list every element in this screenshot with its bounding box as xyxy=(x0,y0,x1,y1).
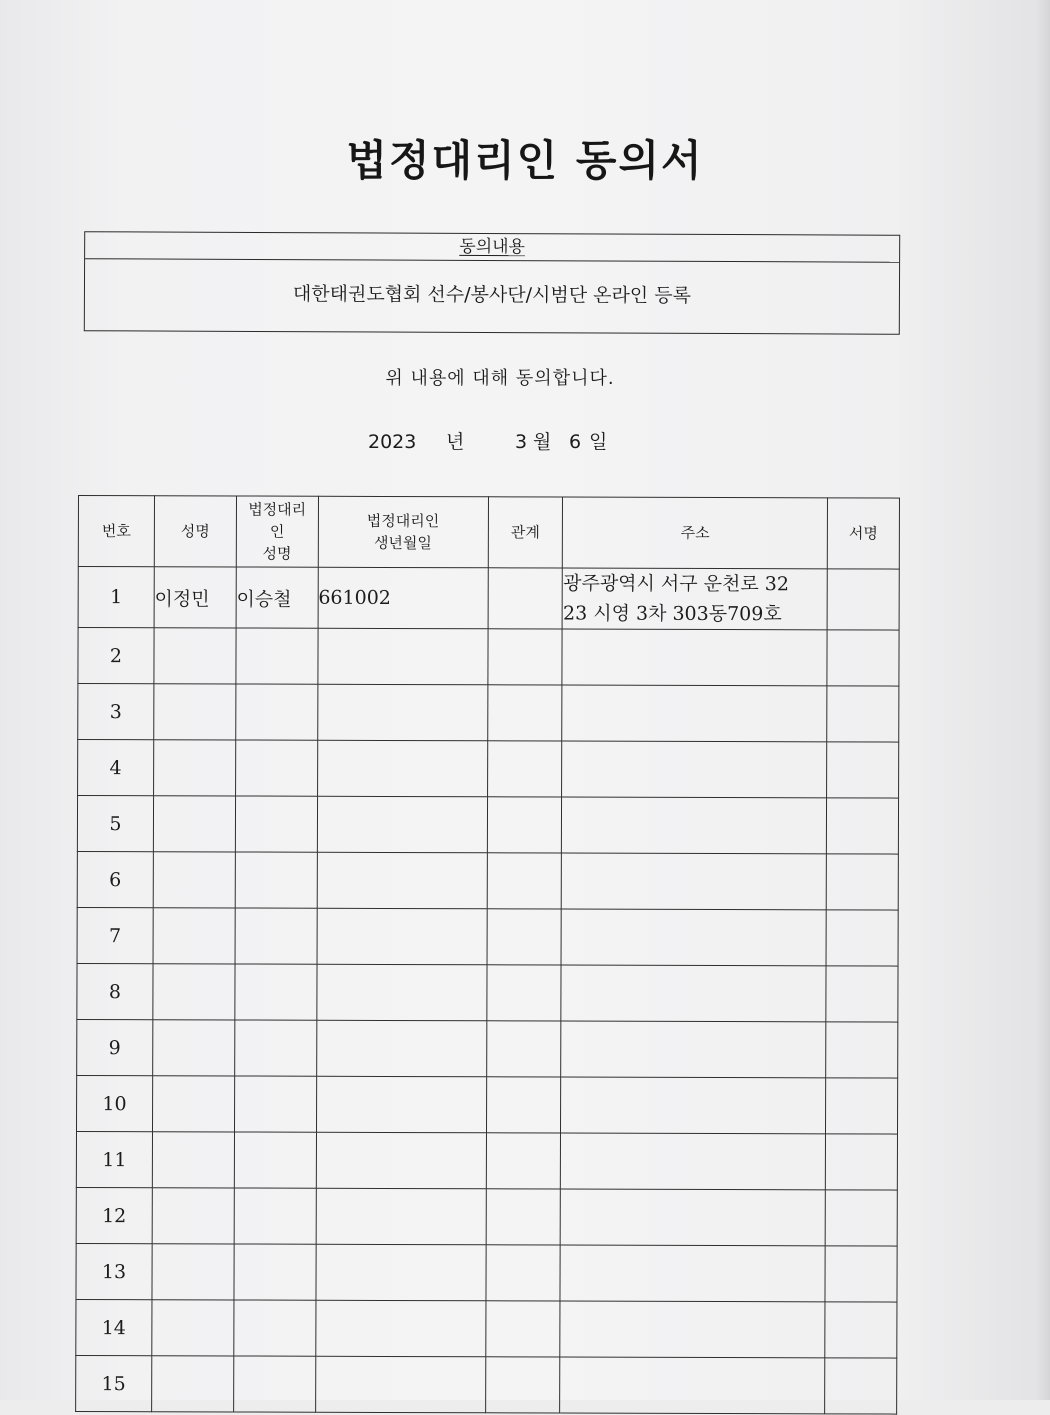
table-row xyxy=(77,1019,898,1078)
row-guardian-name xyxy=(235,964,317,1020)
row-signature xyxy=(826,966,898,1022)
row-address xyxy=(560,1357,825,1414)
row-guardian-name: 이승철 xyxy=(236,567,318,628)
row-guardian-birth xyxy=(318,628,488,685)
row-address xyxy=(562,685,827,742)
row-guardian-birth xyxy=(316,1132,486,1189)
table-row xyxy=(76,1187,897,1246)
row-relation xyxy=(486,1021,561,1077)
row-guardian-birth xyxy=(316,1244,486,1301)
row-guardian-birth xyxy=(317,684,487,741)
row-relation xyxy=(487,685,562,741)
header-no: 번호 xyxy=(78,496,154,567)
row-number: 4 xyxy=(78,740,154,796)
header-relation: 관계 xyxy=(488,497,563,568)
row-name xyxy=(152,1244,234,1300)
row-name xyxy=(152,1356,234,1412)
row-relation xyxy=(486,965,561,1021)
date-year-unit: 년 xyxy=(446,431,465,453)
row-address xyxy=(561,1133,826,1190)
table-row xyxy=(78,684,899,743)
row-address xyxy=(562,568,827,630)
table-header-row xyxy=(78,496,899,570)
row-signature xyxy=(827,569,899,630)
header-guardian-birth xyxy=(318,496,488,568)
table-row xyxy=(77,907,898,966)
row-name xyxy=(154,628,236,684)
table-row xyxy=(78,567,899,631)
row-number: 6 xyxy=(77,851,153,907)
row-guardian-name xyxy=(236,628,318,684)
table-row xyxy=(78,628,899,687)
header-name: 성명 xyxy=(154,496,236,567)
row-relation xyxy=(487,797,562,853)
row-signature xyxy=(827,686,899,742)
consent-header xyxy=(85,232,899,263)
header-guardian-name-line2: 인 xyxy=(269,522,285,541)
row-name xyxy=(153,908,235,964)
row-guardian-name xyxy=(235,796,317,852)
table-row xyxy=(77,796,898,855)
row-guardian-birth xyxy=(315,1300,485,1357)
header-address: 주소 xyxy=(563,497,828,569)
row-guardian-name xyxy=(234,1076,316,1132)
row-signature xyxy=(827,742,899,798)
row-guardian-birth xyxy=(317,852,487,909)
row-relation xyxy=(485,1245,560,1301)
row-guardian-birth xyxy=(315,1356,485,1413)
row-relation xyxy=(487,909,562,965)
header-guardian-birth-line2: 생년월일 xyxy=(373,533,432,553)
row-name: 이정민 xyxy=(154,567,236,628)
row-address xyxy=(562,853,827,910)
row-number: 10 xyxy=(77,1075,153,1131)
table-row xyxy=(77,851,898,910)
row-guardian-name xyxy=(235,908,317,964)
row-relation xyxy=(486,1077,561,1133)
row-address xyxy=(562,797,827,854)
header-guardian-name-line1: 법정대리 xyxy=(248,500,307,519)
table-row xyxy=(77,1075,898,1134)
row-number: 3 xyxy=(78,684,154,740)
row-signature xyxy=(825,1190,897,1246)
table-row xyxy=(77,963,898,1022)
row-relation xyxy=(485,1357,560,1413)
row-number: 12 xyxy=(76,1187,152,1243)
date-year: 2023 xyxy=(368,431,417,453)
row-guardian-name xyxy=(235,852,317,908)
row-guardian-name xyxy=(234,1188,316,1244)
date-day-unit: 일 xyxy=(589,431,608,453)
table-row xyxy=(76,1299,897,1358)
row-guardian-birth xyxy=(316,1020,486,1077)
row-guardian-name xyxy=(234,1244,316,1300)
row-guardian-name xyxy=(234,1132,316,1188)
row-number: 5 xyxy=(77,796,153,852)
date-day: 6 xyxy=(569,431,582,453)
row-address xyxy=(561,909,826,966)
row-guardian-birth xyxy=(317,964,487,1021)
row-address xyxy=(561,965,826,1022)
row-name xyxy=(154,684,236,740)
consent-box xyxy=(84,231,900,335)
row-address-line2: 23 시영 3차 303동709호 xyxy=(563,602,782,626)
row-address xyxy=(561,1077,826,1134)
row-name xyxy=(152,1132,234,1188)
row-name xyxy=(153,964,235,1020)
row-guardian-name xyxy=(236,684,318,740)
row-signature xyxy=(826,1022,898,1078)
row-guardian-birth xyxy=(317,908,487,965)
date-line xyxy=(368,427,607,454)
header-signature: 서명 xyxy=(827,498,899,569)
row-number: 7 xyxy=(77,907,153,963)
row-signature xyxy=(827,630,899,686)
date-month-unit: 월 xyxy=(533,431,552,453)
row-relation xyxy=(486,1133,561,1189)
row-number: 11 xyxy=(76,1131,152,1187)
row-number: 13 xyxy=(76,1243,152,1299)
row-address xyxy=(561,1189,826,1246)
row-signature xyxy=(826,798,898,854)
consent-header-label: 동의내용 xyxy=(459,236,526,258)
row-number: 8 xyxy=(77,963,153,1019)
row-address xyxy=(562,741,827,798)
row-guardian-birth: 661002 xyxy=(318,567,488,629)
row-relation xyxy=(487,629,562,685)
row-number: 14 xyxy=(76,1299,152,1355)
row-guardian-name xyxy=(234,1020,316,1076)
row-guardian-name xyxy=(235,740,317,796)
row-name xyxy=(153,852,235,908)
row-guardian-birth xyxy=(316,1076,486,1133)
row-address xyxy=(560,1301,825,1358)
row-signature xyxy=(826,910,898,966)
row-relation xyxy=(487,741,562,797)
date-month: 3 xyxy=(514,431,528,453)
row-relation xyxy=(485,1301,560,1357)
table-row xyxy=(76,1131,897,1190)
row-address xyxy=(562,629,827,686)
header-guardian-name xyxy=(236,496,318,567)
row-number: 2 xyxy=(78,628,154,684)
row-name xyxy=(153,1020,235,1076)
row-guardian-name xyxy=(233,1356,315,1412)
row-address xyxy=(560,1245,825,1302)
row-signature xyxy=(825,1246,897,1302)
document-title: 법정대리인 동의서 xyxy=(346,136,704,185)
row-address xyxy=(561,1021,826,1078)
row-number: 9 xyxy=(77,1019,153,1075)
row-guardian-birth xyxy=(317,740,487,797)
row-signature xyxy=(825,1302,897,1358)
row-name xyxy=(152,1076,234,1132)
row-address-line1: 광주광역시 서구 운천로 32 xyxy=(563,572,790,596)
table-row xyxy=(78,740,899,799)
header-guardian-name-line3: 성명 xyxy=(262,544,292,563)
row-relation xyxy=(486,1189,561,1245)
page-edge-shadow xyxy=(1036,0,1050,1400)
row-relation xyxy=(487,853,562,909)
row-guardian-birth xyxy=(316,1188,486,1245)
row-signature xyxy=(825,1134,897,1190)
row-guardian-name xyxy=(234,1300,316,1356)
row-signature xyxy=(825,1358,897,1414)
row-name xyxy=(153,740,235,796)
row-name xyxy=(152,1300,234,1356)
roster-table xyxy=(75,495,900,1415)
row-name xyxy=(152,1188,234,1244)
agree-statement: 위 내용에 대해 동의합니다. xyxy=(385,368,615,389)
row-name xyxy=(153,796,235,852)
consent-body: 대한태권도협회 선수/봉사단/시범단 온라인 등록 xyxy=(292,283,691,307)
row-signature xyxy=(826,1078,898,1134)
header-guardian-birth-line1: 법정대리인 xyxy=(366,511,440,531)
row-signature xyxy=(826,854,898,910)
row-guardian-birth xyxy=(317,796,487,853)
table-row xyxy=(76,1355,897,1414)
row-number: 15 xyxy=(76,1355,152,1411)
table-row xyxy=(76,1243,897,1302)
row-number: 1 xyxy=(78,567,154,628)
row-relation xyxy=(488,568,563,629)
